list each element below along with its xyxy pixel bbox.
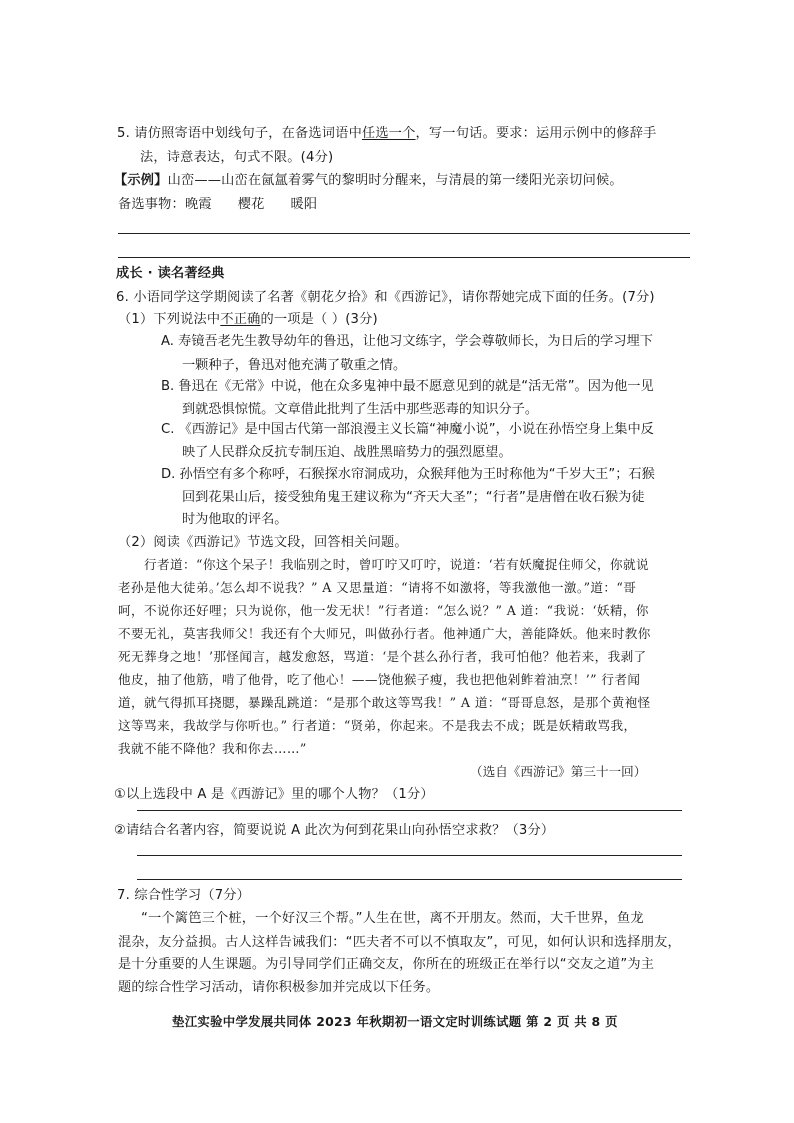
q7-para-line: 题的综合性学习活动，请你积极参加并完成以下任务。 [118,980,440,995]
q5-answer-line-1[interactable] [118,233,690,234]
q7-para-line: 是十分重要的人生课题。为引导同学们正确交友，你所在的班级正在举行以“交友之道”为主 [118,957,655,972]
q6-answer-line-2[interactable] [137,855,682,856]
q6-intro: 6. 小语同学这学期阅读了名著《朝花夕拾》和《西游记》，请你帮她完成下面的任务。(7分) [116,290,655,305]
q6-sub2: （2）阅读《西游记》节选文段，回答相关问题。 [118,535,408,550]
q7-para-line: “一个篱笆三个桩，一个好汉三个帮。”人生在世，离不开朋友。然而，大千世界，鱼龙 [141,911,644,926]
q6-sub1: （1）下列说法中不正确的一项是（ ）(3分) [118,312,378,327]
page-footer: 垫江实验中学发展共同体 2023 年秋期初一语文定时训练试题 第 2 页 共 8 页 [172,1014,618,1029]
passage-line: 他皮，抽了他筋，啃了他骨，吃了他心！——饶他猴子瘦，我也把他剁鲊着油烹！’” 行者闻 [118,672,641,687]
passage-source: （选自《西游记》第三十一回） [470,764,647,779]
q6-option-c-line2: 映了人民群众反抗专制压迫、战胜黑暗势力的强烈愿望。 [182,445,512,460]
section-title: 成长 · 读名著经典 [116,266,225,281]
q6-option-c-line1: C. 《西游记》是中国古代第一部浪漫主义长篇“神魔小说”，小说在孙悟空身上集中反 [161,422,654,437]
q6-not-correct-emphasis: 不正确 [220,312,261,327]
q7-title: 7. 综合性学习（7分） [117,888,251,903]
passage-line: 老孙是他大徒弟。’怎么却不说我？” A 又思量道：“请将不如激将，等我激他一激。”道：“哥 [118,580,637,595]
q6-question-1: ①以上选段中 A 是《西游记》里的哪个人物？（1分） [114,787,434,802]
q7-para-line: 混杂，友分益损。古人这样告诫我们：“匹夫者不可以不慎取友”，可见，如何认识和选择朋友， [118,935,681,950]
q5-line2: 法，诗意表达，句式不限。(4分) [140,150,334,165]
passage-line: 死无葬身之地！’那怪闻言，越发愈怒，骂道：‘是个甚么孙行者，我可怕他？他若来，我剥了 [118,649,647,664]
q6-option-b-line2: 到就恐惧惊慌。文章借此批判了生活中那些恶毒的知识分子。 [182,402,539,417]
passage-line: 不要无礼，莫害我师父！我还有个大师兄，叫做孙行者。他神通广大，善能降妖。他来时教你 [118,626,651,641]
q5-underlined-phrase: 任选一个 [361,126,416,141]
q6-option-b-line1: B. 鲁迅在《无常》中说，他在众多鬼神中最不愿意见到的就是“活无常”。因为他一见 [161,379,654,394]
q5-answer-line-2[interactable] [118,257,690,258]
q6-answer-line-3[interactable] [137,879,682,880]
passage-line: 呵，不说你还好哩；只为说你，他一发无状！”行者道：“怎么说？” A 道：“我说：‘妖精，你 [118,603,649,618]
q6-option-d-line2: 回到花果山后，接受独角鬼王建议称为“齐天大圣”；“行者”是唐僧在收石猴为徒 [182,490,645,505]
q5-line1: 5. 请仿照寄语中划线句子，在备选词语中任选一个，写一句话。要求：运用示例中的修辞手 [117,126,657,141]
passage-line: 道，就气得抓耳挠腮，暴躁乱跳道：“是那个敢这等骂我！” A 道：“哥哥息怒，是那个黄袍怪 [118,695,651,710]
passage-line: 行者道：“你这个呆子！我临别之时，曾叮咛又叮咛，说道：‘若有妖魔捉住师父，你就说 [144,557,650,572]
q6-option-d-line3: 时为他取的评名。 [182,512,288,527]
passage-line: 这等骂来，我故学与你听也。” 行者道：“贤弟，你起来。不是我去不成；既是妖精敢骂我， [118,718,637,733]
q5-options: 备选事物：晚霞 樱花 暖阳 [118,197,318,212]
q6-option-d-line1: D. 孙悟空有多个称呼，石猴探水帘洞成功，众猴拜他为王时称他为“千岁大王”；石猴 [161,467,655,482]
q5-example: 【示例】山峦——山峦在氤氲着雾气的黎明时分醒来，与清晨的第一缕阳光亲切问候。 [114,173,623,188]
passage-line: 我就不能不降他？我和你去……” [118,741,307,756]
q6-option-a-line2: 一颗种子，鲁迅对他充满了敬重之情。 [182,358,407,373]
q6-option-a-line1: A. 寿镜吾老先生教导幼年的鲁迅，让他习文练字，学会尊敬师长，为日后的学习埋下 [161,334,653,349]
q6-question-2: ②请结合名著内容，简要说说 A 此次为何到花果山向孙悟空求救？（3分） [114,823,555,838]
q6-answer-line-1[interactable] [137,810,682,811]
